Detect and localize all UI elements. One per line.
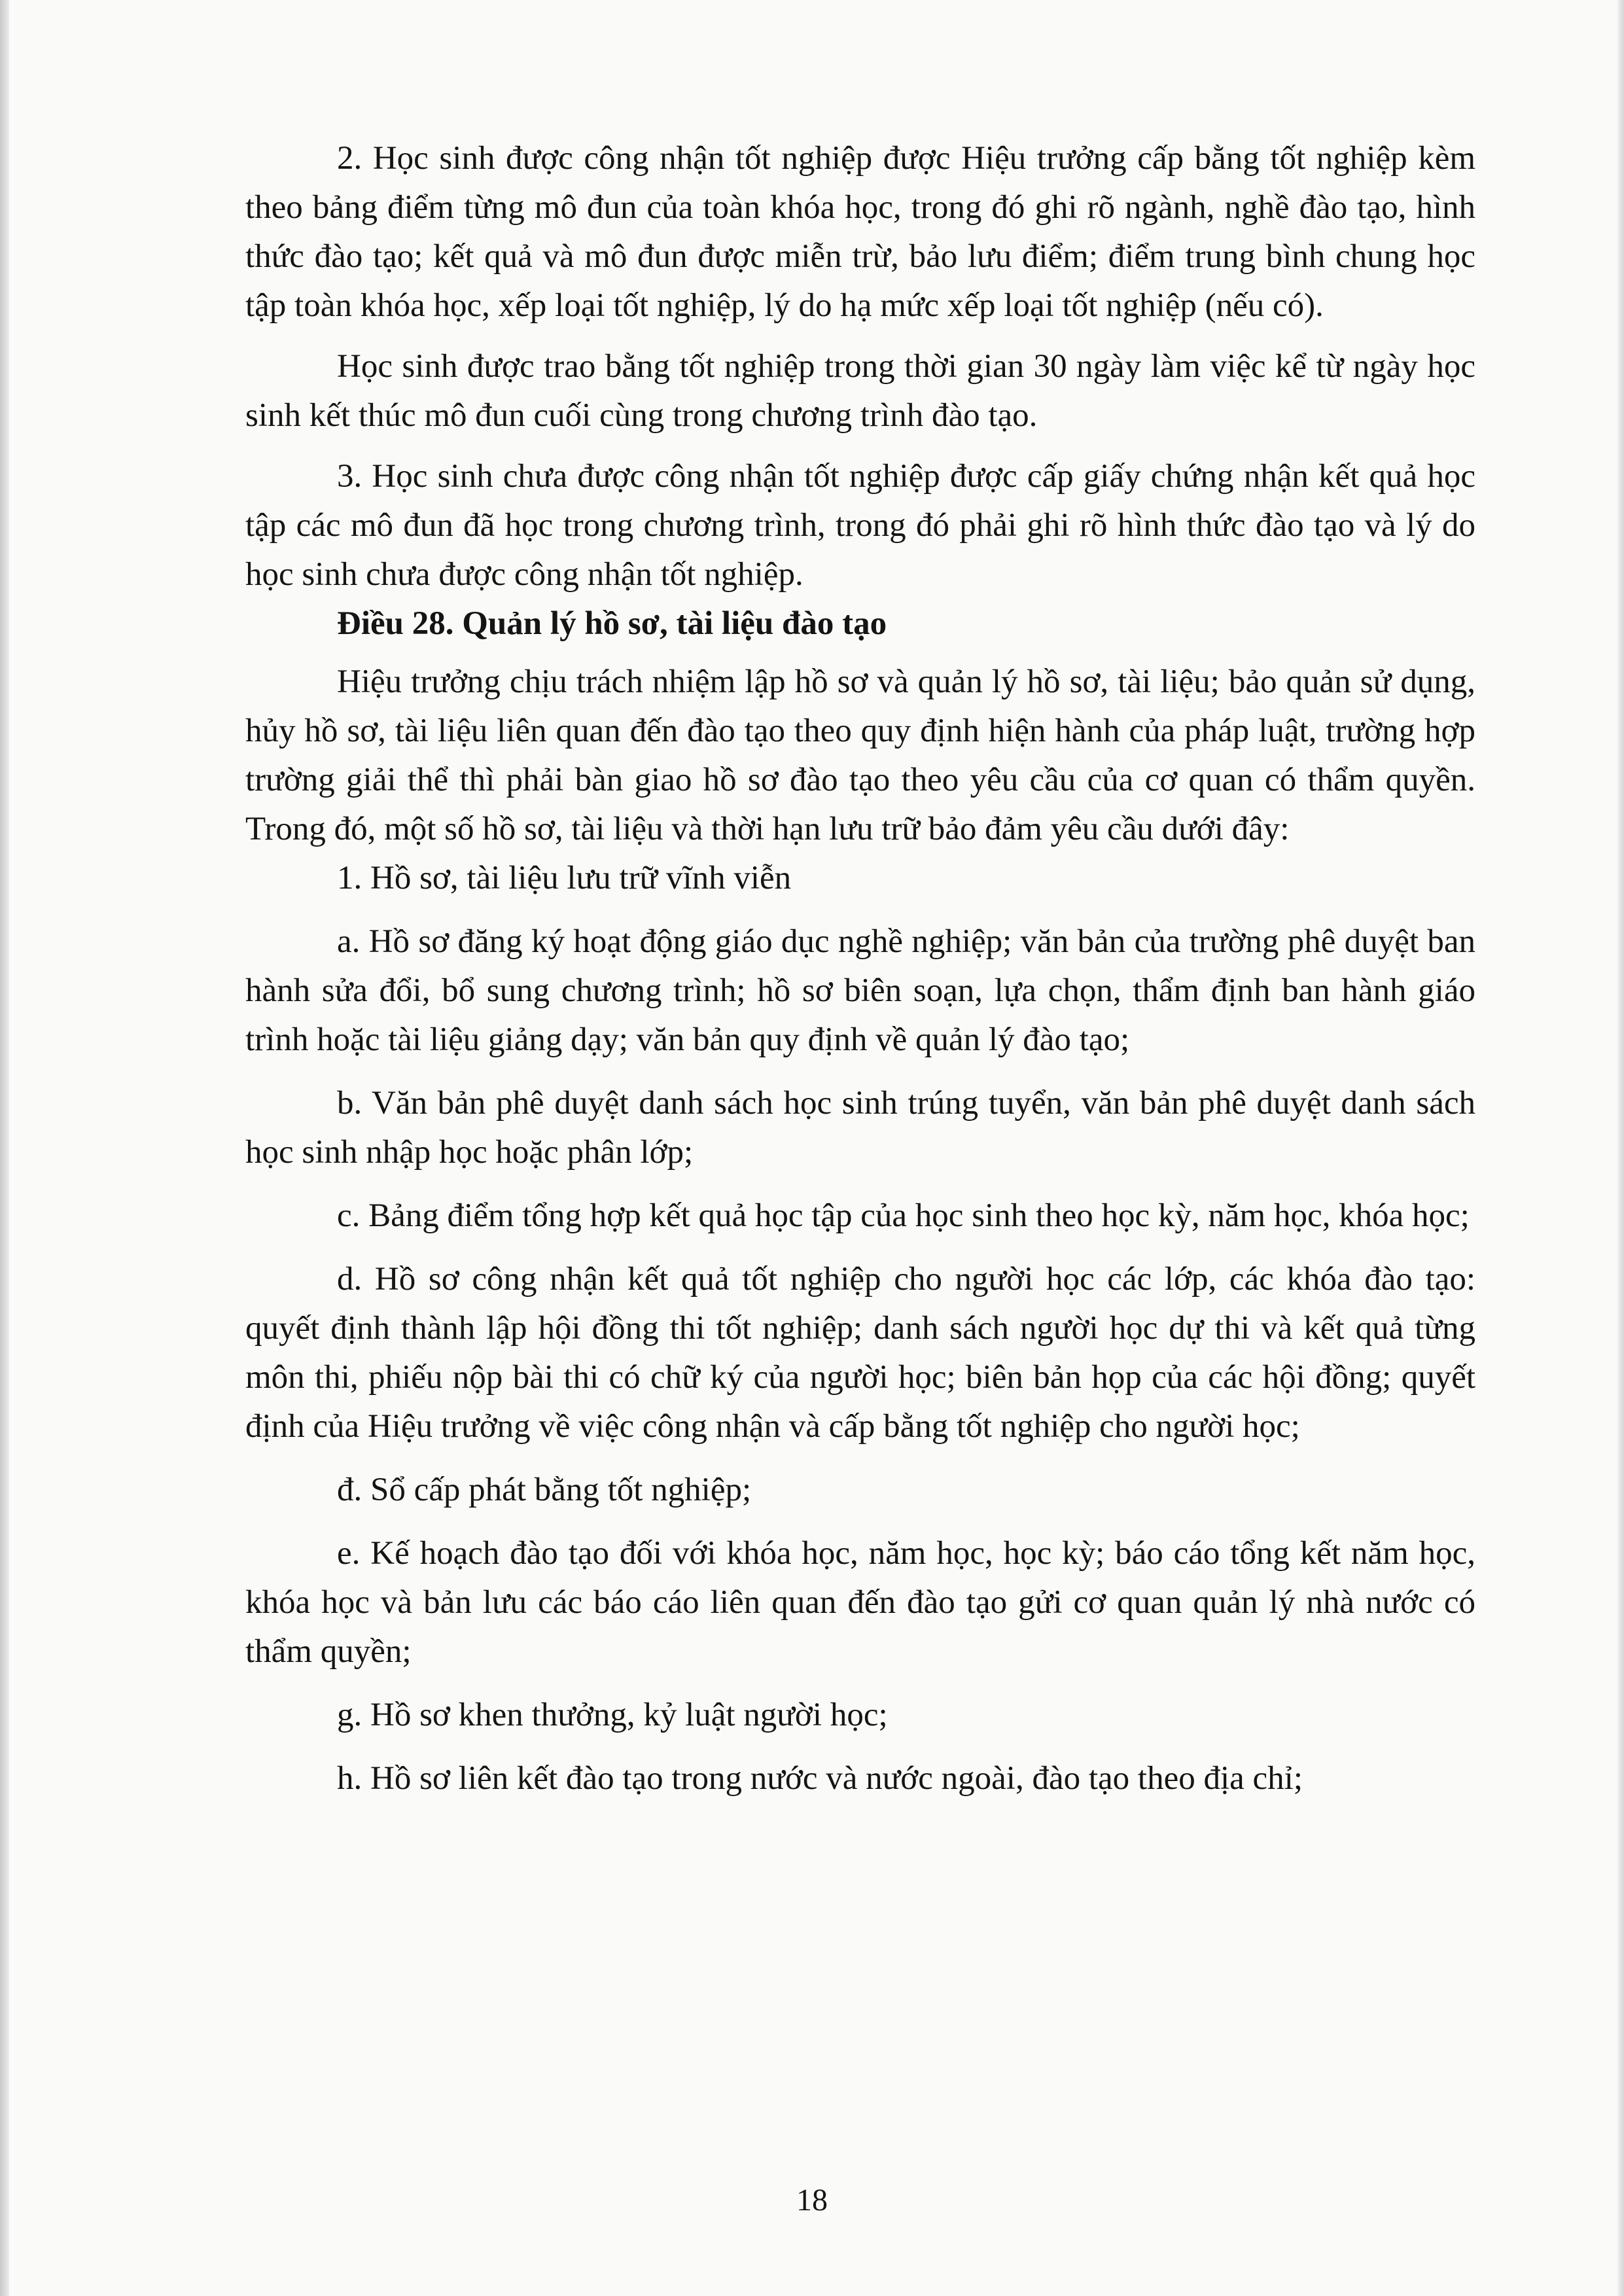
list-item-e: e. Kế hoạch đào tạo đối với khóa học, năm học, học kỳ; báo cáo tổng kết năm học, khóa học và bản lưu các báo cáo liên quan đến đào tạo gửi cơ quan quản lý nhà nước có thẩm quyền; — [245, 1535, 1475, 1670]
list-item-b: b. Văn bản phê duyệt danh sách học sinh trúng tuyển, văn bản phê duyệt danh sách học sinh nhập học hoặc phân lớp; — [245, 1085, 1475, 1171]
scan-shadow-left — [0, 0, 9, 2296]
section-1-title: 1. Hồ sơ, tài liệu lưu trữ vĩnh viễn — [337, 860, 792, 896]
paragraph-clause-2-timing: Học sinh được trao bằng tốt nghiệp trong thời gian 30 ngày làm việc kể từ ngày học sinh kết thúc mô đun cuối cùng trong chương trình đào tạo. — [245, 348, 1475, 434]
list-item-dd: đ. Sổ cấp phát bằng tốt nghiệp; — [337, 1472, 752, 1508]
scan-shadow-right — [1617, 0, 1624, 2296]
list-item-a: a. Hồ sơ đăng ký hoạt động giáo dục nghề nghiệp; văn bản của trường phê duyệt ban hành sửa đổi, bổ sung chương trình; hồ sơ biên soạn, lựa chọn, thẩm định ban hành giáo trình hoặc tài liệu giảng dạy; văn bản quy định về quản lý đào tạo; — [245, 923, 1475, 1058]
list-item-c: c. Bảng điểm tổng hợp kết quả học tập của học sinh theo học kỳ, năm học, khóa học; — [337, 1197, 1470, 1234]
paragraph-clause-2: 2. Học sinh được công nhận tốt nghiệp được Hiệu trưởng cấp bằng tốt nghiệp kèm theo bảng điểm từng mô đun của toàn khóa học, trong đó ghi rõ ngành, nghề đào tạo, hình thức đào tạo; kết quả và mô đun được miễn trừ, bảo lưu điểm; điểm trung bình chung học tập toàn khóa học, xếp loại tốt nghiệp, lý do hạ mức xếp loại tốt nghiệp (nếu có). — [245, 140, 1475, 324]
article-28-heading: Điều 28. Quản lý hồ sơ, tài liệu đào tạo — [337, 605, 887, 642]
list-item-d: d. Hồ sơ công nhận kết quả tốt nghiệp cho người học các lớp, các khóa đào tạo: quyết định thành lập hội đồng thi tốt nghiệp; danh sách người học dự thi và kết quả từng môn thi, phiếu nộp bài thi có chữ ký của người học; biên bản họp của các hội đồng; quyết định của Hiệu trưởng về việc công nhận và cấp bằng tốt nghiệp cho người học; — [245, 1261, 1475, 1445]
article-28-intro: Hiệu trưởng chịu trách nhiệm lập hồ sơ và quản lý hồ sơ, tài liệu; bảo quản sử dụng, hủy hồ sơ, tài liệu liên quan đến đào tạo theo quy định hiện hành của pháp luật, trường hợp trường giải thể thì phải bàn giao hồ sơ đào tạo theo yêu cầu của cơ quan có thẩm quyền. Trong đó, một số hồ sơ, tài liệu và thời hạn lưu trữ bảo đảm yêu cầu dưới đây: — [245, 663, 1475, 847]
list-item-g: g. Hồ sơ khen thưởng, kỷ luật người học; — [337, 1697, 888, 1733]
page-number: 18 — [796, 2183, 828, 2217]
list-item-h: h. Hồ sơ liên kết đào tạo trong nước và nước ngoài, đào tạo theo địa chỉ; — [337, 1760, 1303, 1797]
document-body — [245, 134, 1475, 1818]
paragraph-clause-3: 3. Học sinh chưa được công nhận tốt nghiệp được cấp giấy chứng nhận kết quả học tập các mô đun đã học trong chương trình, trong đó phải ghi rõ hình thức đào tạo và lý do học sinh chưa được công nhận tốt nghiệp. — [245, 458, 1475, 593]
